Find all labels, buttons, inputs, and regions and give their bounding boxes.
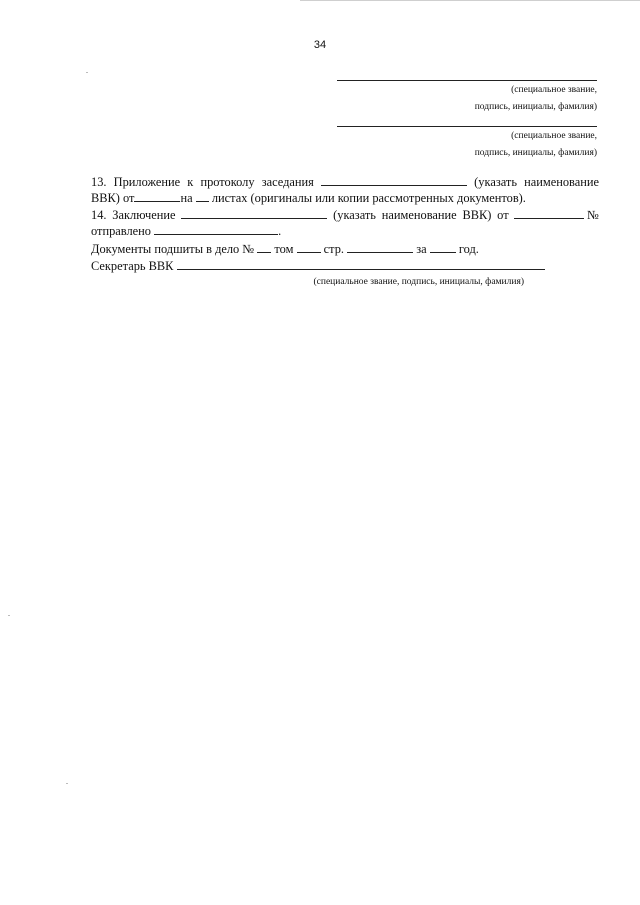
item-14-line-2 bbox=[91, 223, 599, 239]
item-13-from: ВВК) от bbox=[91, 191, 135, 205]
caption-line: (специальное звание, bbox=[511, 131, 597, 141]
filing-for: за bbox=[416, 242, 427, 256]
signature-line bbox=[337, 126, 597, 127]
item-13-sheets: листах (оригиналы или копии рассмотренных документов). bbox=[211, 191, 526, 205]
item-13-line-1 bbox=[91, 174, 599, 190]
blank-field bbox=[181, 207, 327, 219]
item-14-prefix: 14. Заключение bbox=[91, 208, 176, 222]
blank-field bbox=[347, 241, 413, 253]
blank-field bbox=[430, 241, 456, 253]
filing-pages: стр. bbox=[323, 242, 345, 256]
item-14-sent: отправлено bbox=[91, 224, 151, 238]
scan-speck bbox=[8, 615, 10, 616]
filing-case: Документы подшиты в дело № bbox=[91, 242, 255, 256]
caption-line: подпись, инициалы, фамилия) bbox=[474, 148, 597, 158]
secretary-label: Секретарь ВВК bbox=[91, 259, 174, 273]
scan-top-edge bbox=[300, 0, 640, 1]
item-13-hint: (указать наименование bbox=[474, 175, 599, 189]
secretary-line bbox=[91, 258, 599, 274]
blank-field bbox=[134, 190, 180, 202]
item-14-hint: (указать наименование ВВК) от bbox=[333, 208, 509, 222]
signature-blank bbox=[177, 258, 545, 270]
filing-volume: том bbox=[274, 242, 294, 256]
blank-field bbox=[321, 174, 467, 186]
secretary-caption: (специальное звание, подпись, инициалы, фамилия) bbox=[313, 277, 524, 287]
scan-speck bbox=[66, 783, 68, 784]
scan-speck bbox=[86, 72, 88, 73]
blank-field bbox=[297, 241, 321, 253]
blank-field bbox=[514, 207, 584, 219]
caption-line: подпись, инициалы, фамилия) bbox=[474, 102, 597, 112]
blank-field bbox=[196, 190, 209, 202]
item-14-period: . bbox=[278, 224, 282, 238]
item-13-prefix: 13. Приложение к протоколу заседания bbox=[91, 175, 314, 189]
caption-line: (специальное звание, bbox=[511, 85, 597, 95]
signature-caption bbox=[337, 85, 597, 113]
item-13-on: на bbox=[180, 191, 193, 205]
item-13-line-2 bbox=[91, 190, 599, 206]
signature-line bbox=[337, 80, 597, 81]
blank-field bbox=[154, 223, 278, 235]
filing-year: год. bbox=[458, 242, 479, 256]
item-14-number-sign: № bbox=[584, 208, 600, 222]
filing-line bbox=[91, 241, 599, 257]
signature-caption bbox=[337, 131, 597, 159]
page-number: 34 bbox=[313, 39, 327, 51]
item-14-line-1 bbox=[91, 207, 599, 223]
blank-field bbox=[257, 241, 271, 253]
